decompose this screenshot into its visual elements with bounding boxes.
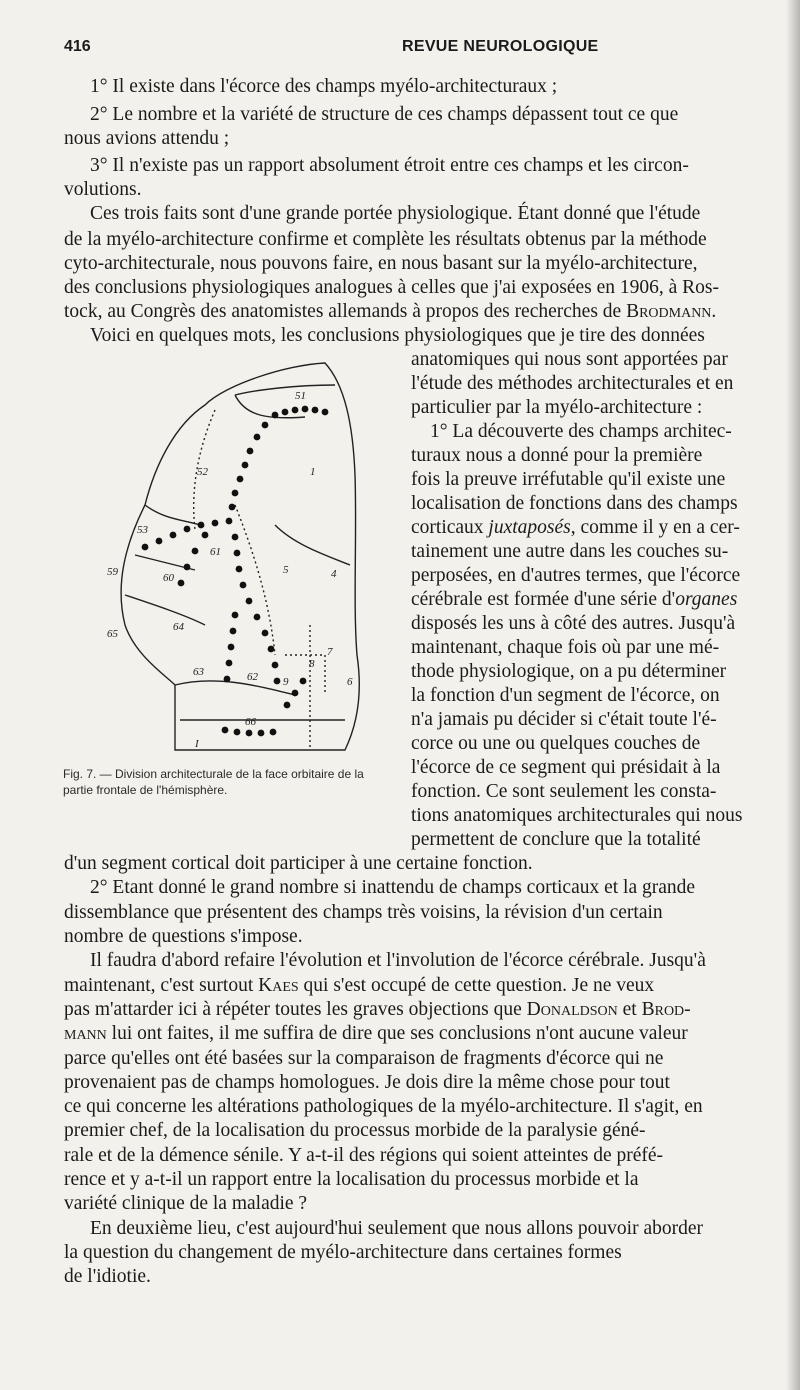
text-line (64, 975, 654, 997)
text-span: cérébrale est formée d'une série d' (411, 589, 676, 610)
text-line: En deuxième lieu, c'est aujourd'hui seulement que nous allons pouvoir aborder (90, 1218, 703, 1239)
text-span: maintenant, c'est surtout (64, 975, 254, 996)
text-line: disposés les uns à côté des autres. Jusqu'à (411, 613, 736, 634)
area-label: 7 (327, 646, 333, 658)
text-line: tions anatomiques architecturales qui nous (411, 805, 743, 826)
text-line: l'écorce de ce segment qui présidait à la (411, 757, 721, 778)
brain-diagram (95, 355, 395, 760)
area-label: 1 (310, 466, 316, 478)
text-span: , comme il y en a cer- (570, 517, 740, 538)
text-line: anatomiques qui nous sont apportées par (411, 349, 728, 370)
text-line (64, 301, 716, 323)
text-span: tock, au Congrès des anatomistes allemands à propos des recherches de (64, 301, 622, 322)
area-label: 5 (283, 564, 289, 576)
area-label: 61 (210, 546, 221, 558)
text-span: lui ont faites, il me suffira de dire que ses conclusions n'ont aucune valeur (111, 1023, 688, 1044)
running-header (64, 38, 780, 58)
area-label: 8 (309, 658, 315, 670)
text-line (411, 517, 740, 539)
text-line: Voici en quelques mots, les conclusions physiologiques que je tire des données (90, 325, 705, 346)
text-line: rence et y a-t-il un rapport entre la localisation du processus morbide et la (64, 1169, 639, 1190)
text-line: 2° Le nombre et la variété de structure de ces champs dépassent tout ce que (90, 104, 679, 125)
text-line: premier chef, de la localisation du processus morbide de la paralysie géné- (64, 1120, 646, 1141)
text-line: nous avions attendu ; (64, 128, 230, 149)
text-line: variété clinique de la maladie ? (64, 1193, 308, 1214)
text-line: ce qui concerne les altérations pathologiques de la myélo-architecture. Il s'agit, en (64, 1096, 703, 1117)
text-line: l'étude des méthodes architecturales et en (411, 373, 734, 394)
area-label: 4 (331, 568, 337, 580)
text-line (64, 999, 691, 1021)
area-label: 65 (107, 628, 118, 640)
area-label: 63 (193, 666, 204, 678)
text-line: particulier par la myélo-architecture : (411, 397, 703, 418)
text-line: la fonction d'un segment de l'écorce, on (411, 685, 720, 706)
author-name: Brodmann. (626, 301, 717, 322)
text-line: thode physiologique, on a pu déterminer (411, 661, 727, 682)
text-line: fonction. Ce sont seulement les consta- (411, 781, 717, 802)
text-line: rale et de la démence sénile. Y a-t-il des régions qui soient atteintes de préfé- (64, 1145, 664, 1166)
area-label: 51 (295, 390, 306, 402)
text-line: dissemblance que présentent des champs très voisins, la révision d'un certain (64, 902, 663, 923)
page-number: 416 (64, 38, 91, 55)
text-span: et (622, 999, 637, 1020)
text-line: maintenant, chaque fois où par une mé- (411, 637, 720, 658)
area-label: 6 (347, 676, 353, 688)
text-line: 3° Il n'existe pas un rapport absolument étroit entre ces champs et les circon- (90, 155, 689, 176)
text-line: corce ou une ou quelques couches de (411, 733, 701, 754)
author-name: mann (64, 1023, 107, 1044)
text-line: des conclusions physiologiques analogues à celles que j'ai exposées en 1906, à Ros- (64, 277, 719, 298)
text-span: corticaux (411, 517, 484, 538)
figure-brain-map (95, 355, 395, 760)
author-name: Donaldson (526, 999, 618, 1020)
text-line: provenaient pas de champs homologues. Je dois dire la même chose pour tout (64, 1072, 670, 1093)
area-label: 60 (163, 572, 174, 584)
scan-shadow (786, 0, 800, 1390)
text-line: d'un segment cortical doit participer à une certaine fonction. (64, 853, 533, 874)
text-line: 1° Il existe dans l'écorce des champs myélo-architecturaux ; (90, 76, 558, 97)
area-label: 9 (283, 676, 289, 688)
text-line: parce qu'elles ont été basées sur la comparaison de fragments d'écorce qui ne (64, 1048, 664, 1069)
text-line: Il faudra d'abord refaire l'évolution et l'involution de l'écorce cérébrale. Jusqu'à (90, 950, 706, 971)
text-line: 1° La découverte des champs architec- (430, 421, 732, 442)
text-line: de l'idiotie. (64, 1266, 151, 1287)
journal-title: REVUE NEUROLOGIQUE (402, 38, 599, 55)
author-name: Brod- (641, 999, 691, 1020)
text-line: turaux nous a donné pour la première (411, 445, 703, 466)
text-line: nombre de questions s'impose. (64, 926, 303, 947)
emphasis: organes (675, 589, 738, 610)
area-label: 52 (197, 466, 208, 478)
author-name: Kaes (258, 975, 299, 996)
area-label: I (195, 738, 199, 750)
text-span: qui s'est occupé de cette question. Je ne veux (303, 975, 655, 996)
text-line: tainement une autre dans les couches su- (411, 541, 729, 562)
area-label: 66 (245, 716, 256, 728)
emphasis: juxtaposés (488, 517, 571, 538)
area-label: 53 (137, 524, 148, 536)
area-label: 64 (173, 621, 184, 633)
area-label: 62 (247, 671, 258, 683)
text-line: de la myélo-architecture confirme et complète les résultats obtenus par la méthode (64, 229, 707, 250)
text-line: Ces trois faits sont d'une grande portée physiologique. Étant donné que l'étude (90, 203, 701, 224)
text-line: localisation de fonctions dans des champs (411, 493, 738, 514)
text-line: fois la preuve irréfutable qu'il existe une (411, 469, 726, 490)
text-span: pas m'attarder ici à répéter toutes les graves objections que (64, 999, 522, 1020)
text-line: permettent de conclure que la totalité (411, 829, 701, 850)
text-line: la question du changement de myélo-architecture dans certaines formes (64, 1242, 622, 1263)
text-line: volutions. (64, 179, 142, 200)
area-label: 59 (107, 566, 118, 578)
text-line: perposées, en d'autres termes, que l'écorce (411, 565, 741, 586)
text-line (411, 589, 737, 611)
figure-caption: Fig. 7. — Division architecturale de la face orbitaire de la partie frontale de l'hémisphère. (63, 767, 364, 797)
text-line: 2° Etant donné le grand nombre si inattendu de champs corticaux et la grande (90, 877, 696, 898)
text-line (64, 1023, 688, 1045)
text-line: n'a jamais pu décider si c'était toute l'é- (411, 709, 717, 730)
text-line: cyto-architecturale, nous pouvons faire, en nous basant sur la myélo-architecture, (64, 253, 698, 274)
